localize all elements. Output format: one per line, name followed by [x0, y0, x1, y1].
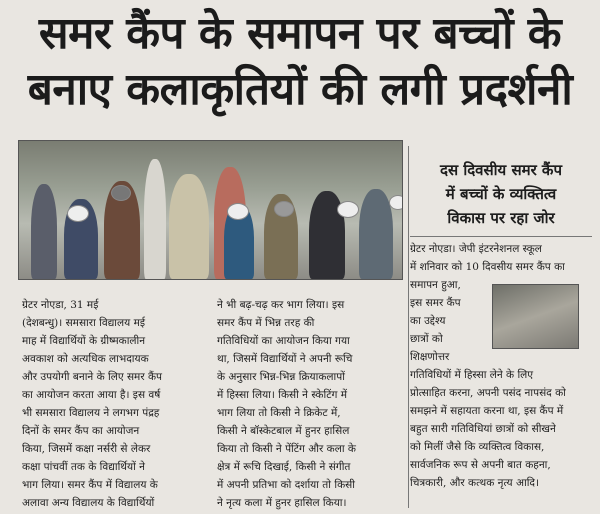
article-line: कक्षा पांचवीं तक के विद्यार्थियों ने	[22, 461, 145, 473]
sidebar-article-line: चित्रकारी, और कत्थक नृत्य आदि।	[410, 477, 539, 489]
sidebar-article-line: सार्वजनिक रूप से अपनी बात कहना,	[410, 459, 551, 471]
article-line: भाग लिया। समर कैंप में विद्यालय के	[22, 479, 158, 491]
camp-closing-photo	[492, 284, 579, 349]
sidebar-article-line: छात्रों को	[410, 333, 443, 345]
article-line: में हिस्सा लिया। किसी ने स्केटिंग में	[217, 389, 348, 401]
article-line: के अनुसार भिन्न-भिन्न क्रियाकलापों	[217, 371, 345, 383]
article-line: (देशबन्धु)। समसारा विद्यालय मई	[22, 317, 146, 329]
subheadline-line-3: विकास पर रहा जोर	[447, 209, 555, 227]
article-line: क्षेत्र में रूचि दिखाई, किसी ने संगीत	[217, 461, 351, 473]
article-line: अलावा अन्य विद्यालय के विद्यार्थियों	[22, 497, 155, 509]
sidebar-article-line: गतिविधियों में हिस्सा लेने के लिए	[410, 369, 534, 381]
subheadline-line-1: दस दिवसीय समर कैंप	[440, 161, 562, 179]
article-line: का आयोजन करता आया है। इस वर्ष	[22, 389, 161, 401]
article-line: किया तो किसी ने पेंटिंग और कला के	[217, 443, 356, 455]
summer-camp-photo	[18, 140, 403, 280]
article-line: किया, जिसमें कक्षा नर्सरी से लेकर	[22, 443, 151, 455]
sidebar-article-line: में शनिवार को 10 दिवसीय समर कैंप का	[410, 261, 565, 273]
article-line: ने नृत्य कला में हुनर हासिल किया।	[217, 497, 347, 509]
sidebar-article-line: समापन हुआ,	[410, 279, 461, 291]
article-line: किसी ने बॉस्केटबाल में हुनर हासिल	[217, 425, 350, 437]
subheadline-line-2: में बच्चों के व्यक्तित्व	[445, 185, 557, 203]
article-line: अवकाश को अत्यधिक लाभदायक	[22, 353, 149, 365]
headline-line-2: बनाए कलाकृतियों की लगी प्रदर्शनी	[27, 64, 573, 115]
article-line: भी समसारा विद्यालय ने लगभग पंद्रह	[22, 407, 160, 419]
sidebar-article-line: का उद्देश्य	[410, 315, 446, 327]
article-line: समर कैंप में भिन्न तरह की	[217, 317, 315, 329]
article-line: दिनों के समर कैंप का आयोजन	[22, 425, 140, 437]
sidebar-article-line: इस समर कैंप	[410, 297, 461, 309]
sidebar-article-line: को मिलीं जैसे कि व्यक्तित्व विकास,	[410, 441, 545, 453]
sidebar-article-line: ग्रेटर नोएडा। जेपी इंटरनेशनल स्कूल	[410, 243, 542, 255]
sidebar-article-line: प्रोत्साहित करना, अपनी पसंद नापसंद को	[410, 387, 566, 399]
article-line: में अपनी प्रतिभा को दर्शाया तो किसी	[217, 479, 355, 491]
article-line: माह में विद्यार्थियों के ग्रीष्मकालीन	[22, 335, 146, 347]
sidebar-article-line: समझने में सहायता करना था, इस कैंप में	[410, 405, 564, 417]
article-line: ग्रेटर नोएडा, 31 मई	[22, 299, 99, 311]
sidebar-article-line: बहुत सारी गतिविधियां छात्रों को सीखने	[410, 423, 556, 435]
headline-line-1: समर कैंप के समापन पर बच्चों के	[38, 8, 562, 59]
sidebar-article-line: शिक्षणोत्तर	[410, 351, 450, 363]
article-line: भाग लिया तो किसी ने क्रिकेट में,	[217, 407, 341, 419]
article-line: और उपयोगी बनाने के लिए समर कैंप	[22, 371, 162, 383]
article-line: था, जिसमें विद्यार्थियों ने अपनी रूचि	[217, 353, 353, 365]
article-line: ने भी बढ़-चढ़ कर भाग लिया। इस	[217, 299, 345, 311]
article-line: गतिविधियों का आयोजन किया गया	[217, 335, 350, 347]
